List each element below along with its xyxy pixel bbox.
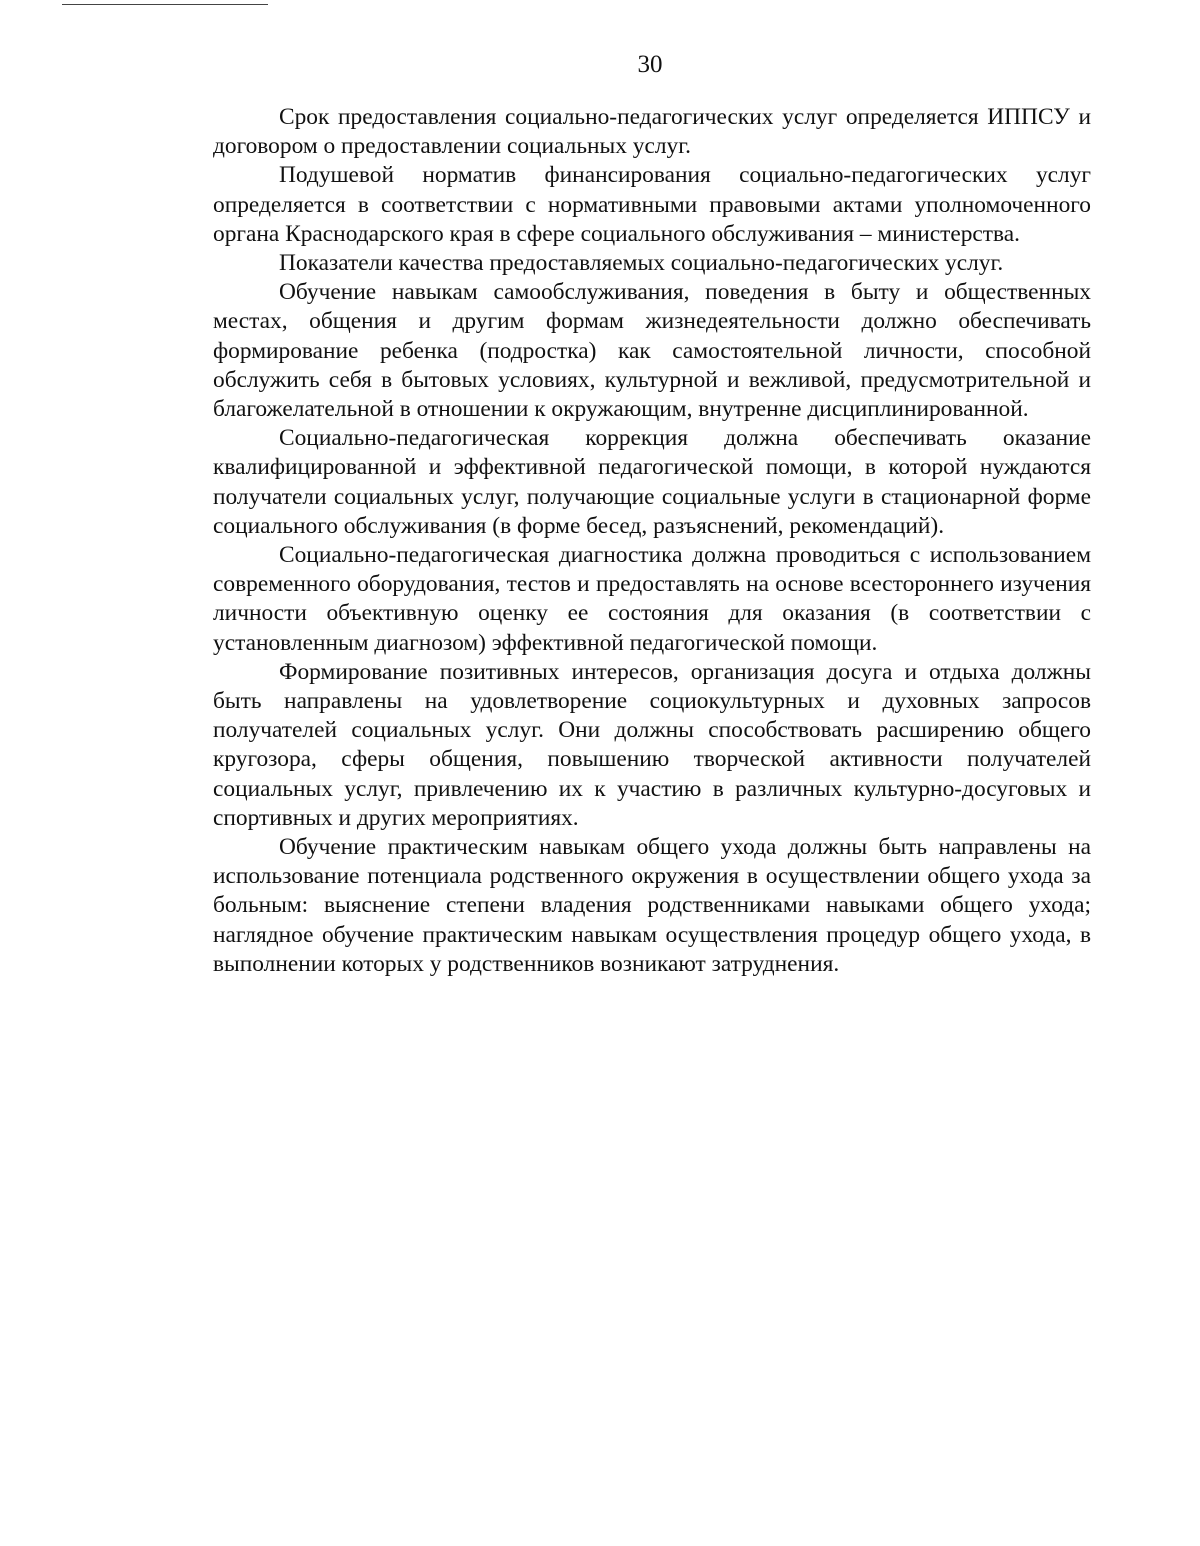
paragraph-care-training: Обучение практическим навыкам общего ухода должны быть направлены на использование потенциала родственного окружения в осуществлении общего ухода за больным: выяснение степени владения родственниками навыками общего ухода; наглядное обучение практическим навыкам осуществления процедур общего ухода, в выполнении которых у родственников возникают затруднения. [213, 834, 1091, 977]
paragraph-pedagogical-correction: Социально-педагогическая коррекция должна обеспечивать оказание квалифицированной и эффективной педагогической помощи, в которой нуждаются получатели социальных услуг, получающие социальные услуги в стационарной форме социального обслуживания (в форме бесед, разъяснений, рекомендаций). [213, 425, 1091, 539]
paragraph-self-care-training: Обучение навыкам самообслуживания, поведения в быту и общественных местах, общения и другим формам жизнедеятельности должно обеспечивать формирование ребенка (подростка) как самостоятельной личности, способной обслужить себя в бытовых условиях, культурной и вежливой, предусмотрительной и благожелательной в отношении к окружающим, внутренне дисциплинированной. [213, 279, 1091, 423]
document-body [213, 103, 1091, 979]
paragraph-funding-standard: Подушевой норматив финансирования социально-педагогических услуг определяется в соответствии с нормативными правовыми актами уполномоченного органа Краснодарского края в сфере социального обслуживания – министерства. [213, 162, 1091, 247]
paragraph-service-term: Срок предоставления социально-педагогических услуг определяется ИППСУ и договором о предоставлении социальных услуг. [213, 104, 1091, 160]
paragraph-quality-indicators: Показатели качества предоставляемых социально-педагогических услуг. [279, 250, 1004, 277]
header-rule [62, 4, 268, 5]
paragraph-pedagogical-diagnostics: Социально-педагогическая диагностика должна проводиться с использованием современного оборудования, тестов и предоставлять на основе всестороннего изучения личности объективную оценку ее состояния для оказания (в соответствии с установленным диагнозом) эффективной педагогической помощи. [213, 542, 1091, 656]
paragraph-leisure-interests: Формирование позитивных интересов, организация досуга и отдыха должны быть направлены на удовлетворение социокультурных и духовных запросов получателей социальных услуг. Они должны способствовать расширению общего кругозора, сферы общения, повышению творческой активности получателей социальных услуг, привлечению их к участию в различных культурно-досуговых и спортивных и других мероприятиях. [213, 658, 1091, 831]
page-number: 30 [637, 51, 663, 78]
